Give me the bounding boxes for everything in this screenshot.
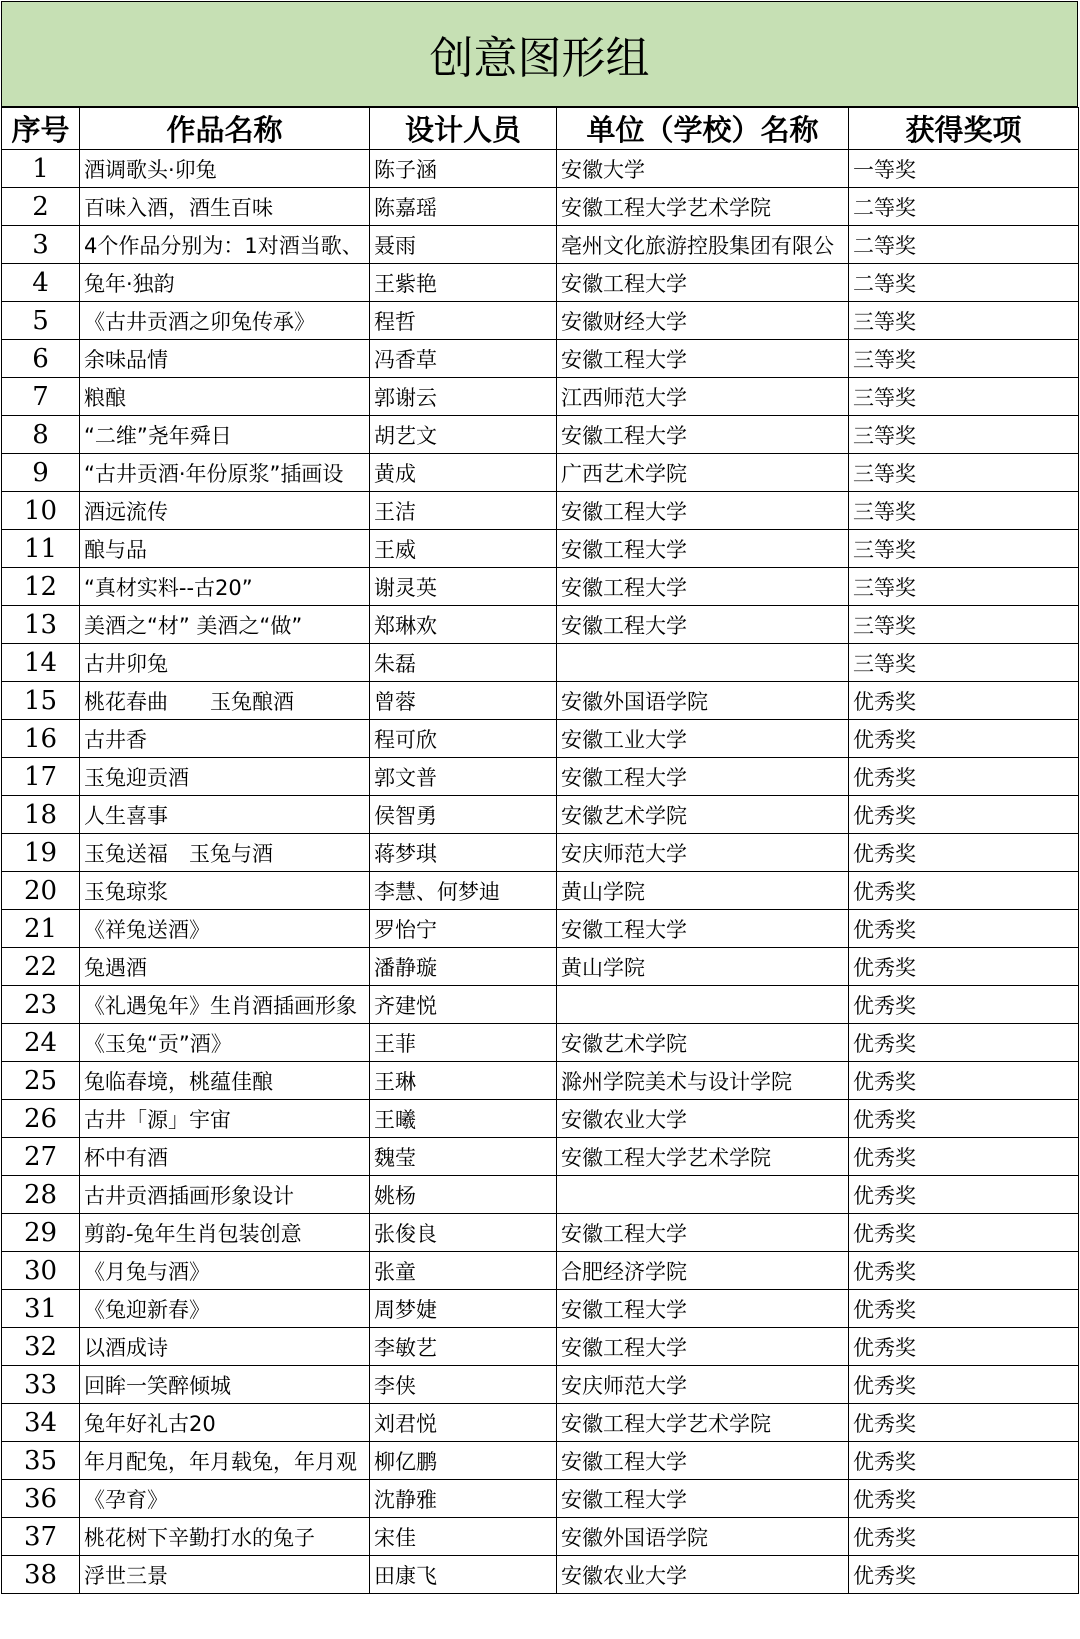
- cell-award[interactable]: 优秀奖: [849, 1328, 1079, 1366]
- cell-designer[interactable]: 冯香草: [370, 340, 557, 378]
- table-row: [2, 1404, 1079, 1442]
- cell-designer[interactable]: 王威: [370, 530, 557, 568]
- cell-work-name[interactable]: 兔遇酒: [80, 948, 370, 986]
- cell-school[interactable]: [557, 1176, 849, 1214]
- cell-school[interactable]: 安徽工程大学艺术学院: [557, 188, 849, 226]
- table-row: [2, 1556, 1079, 1594]
- cell-school[interactable]: 安徽工程大学: [557, 1328, 849, 1366]
- cell-award[interactable]: 优秀奖: [849, 834, 1079, 872]
- cell-designer[interactable]: 陈子涵: [370, 150, 557, 188]
- header-work-name[interactable]: 作品名称: [80, 108, 370, 150]
- cell-work-name[interactable]: “二维”尧年舜日: [80, 416, 370, 454]
- cell-work-name[interactable]: 酒远流传: [80, 492, 370, 530]
- cell-school[interactable]: 安徽工程大学: [557, 1290, 849, 1328]
- table-row: [2, 682, 1079, 720]
- cell-index[interactable]: 26: [2, 1100, 80, 1138]
- cell-designer[interactable]: 程可欣: [370, 720, 557, 758]
- cell-school[interactable]: 安徽外国语学院: [557, 682, 849, 720]
- cell-award[interactable]: 三等奖: [849, 454, 1079, 492]
- cell-school[interactable]: 黄山学院: [557, 872, 849, 910]
- cell-designer[interactable]: 侯智勇: [370, 796, 557, 834]
- header-index[interactable]: 序号: [2, 108, 80, 150]
- cell-index[interactable]: 18: [2, 796, 80, 834]
- cell-work-name[interactable]: 年月配兔，年月载兔，年月观: [80, 1442, 370, 1480]
- cell-index[interactable]: 12: [2, 568, 80, 606]
- cell-designer[interactable]: 聂雨: [370, 226, 557, 264]
- cell-school[interactable]: 安徽工程大学: [557, 1214, 849, 1252]
- cell-designer[interactable]: 沈静雅: [370, 1480, 557, 1518]
- cell-designer[interactable]: 周梦婕: [370, 1290, 557, 1328]
- cell-index[interactable]: 11: [2, 530, 80, 568]
- cell-index[interactable]: 24: [2, 1024, 80, 1062]
- table-row: [2, 1442, 1079, 1480]
- cell-index[interactable]: 17: [2, 758, 80, 796]
- cell-index[interactable]: 20: [2, 872, 80, 910]
- cell-designer[interactable]: 陈嘉瑶: [370, 188, 557, 226]
- cell-index[interactable]: 16: [2, 720, 80, 758]
- cell-award[interactable]: 优秀奖: [849, 1556, 1079, 1594]
- cell-work-name[interactable]: 古井贡酒插画形象设计: [80, 1176, 370, 1214]
- cell-award[interactable]: 二等奖: [849, 226, 1079, 264]
- cell-award[interactable]: 三等奖: [849, 530, 1079, 568]
- cell-school[interactable]: 安庆师范大学: [557, 834, 849, 872]
- cell-school[interactable]: 安徽外国语学院: [557, 1518, 849, 1556]
- cell-award[interactable]: 优秀奖: [849, 1100, 1079, 1138]
- cell-index[interactable]: 7: [2, 378, 80, 416]
- cell-school[interactable]: 安庆师范大学: [557, 1366, 849, 1404]
- cell-award[interactable]: 优秀奖: [849, 1404, 1079, 1442]
- cell-work-name[interactable]: 回眸一笑醉倾城: [80, 1366, 370, 1404]
- cell-index[interactable]: 23: [2, 986, 80, 1024]
- cell-work-name[interactable]: 4个作品分别为：1对酒当歌、: [80, 226, 370, 264]
- cell-school[interactable]: 黄山学院: [557, 948, 849, 986]
- table-row: [2, 910, 1079, 948]
- cell-school[interactable]: 安徽工程大学: [557, 758, 849, 796]
- cell-school[interactable]: 合肥经济学院: [557, 1252, 849, 1290]
- cell-designer[interactable]: 蒋梦琪: [370, 834, 557, 872]
- cell-school[interactable]: 安徽艺术学院: [557, 796, 849, 834]
- cell-award[interactable]: 优秀奖: [849, 758, 1079, 796]
- table-row: [2, 1138, 1079, 1176]
- cell-designer[interactable]: 胡艺文: [370, 416, 557, 454]
- cell-award[interactable]: 优秀奖: [849, 1024, 1079, 1062]
- cell-work-name[interactable]: 《月兔与酒》: [80, 1252, 370, 1290]
- cell-designer[interactable]: 李侠: [370, 1366, 557, 1404]
- cell-school[interactable]: [557, 644, 849, 682]
- cell-school[interactable]: 江西师范大学: [557, 378, 849, 416]
- cell-school[interactable]: 安徽大学: [557, 150, 849, 188]
- cell-designer[interactable]: 谢灵英: [370, 568, 557, 606]
- table-row: [2, 1480, 1079, 1518]
- cell-designer[interactable]: 齐建悦: [370, 986, 557, 1024]
- cell-school[interactable]: 安徽工程大学艺术学院: [557, 1138, 849, 1176]
- table-row: [2, 1518, 1079, 1556]
- cell-index[interactable]: 21: [2, 910, 80, 948]
- cell-award[interactable]: 三等奖: [849, 302, 1079, 340]
- cell-school[interactable]: 安徽工程大学: [557, 568, 849, 606]
- cell-index[interactable]: 15: [2, 682, 80, 720]
- cell-school[interactable]: 安徽工程大学: [557, 530, 849, 568]
- table-row: [2, 834, 1079, 872]
- cell-designer[interactable]: 王洁: [370, 492, 557, 530]
- table-row: [2, 758, 1079, 796]
- cell-designer[interactable]: 柳亿鹏: [370, 1442, 557, 1480]
- cell-work-name[interactable]: 《祥兔送酒》: [80, 910, 370, 948]
- cell-school[interactable]: 安徽工程大学艺术学院: [557, 1404, 849, 1442]
- cell-school[interactable]: 安徽工程大学: [557, 1480, 849, 1518]
- table-row: [2, 188, 1079, 226]
- table-row: [2, 150, 1079, 188]
- cell-school[interactable]: 安徽工程大学: [557, 492, 849, 530]
- cell-designer[interactable]: 曾蓉: [370, 682, 557, 720]
- cell-designer[interactable]: 李敏艺: [370, 1328, 557, 1366]
- cell-award[interactable]: 三等奖: [849, 606, 1079, 644]
- cell-school[interactable]: 安徽工程大学: [557, 1442, 849, 1480]
- cell-work-name[interactable]: 古井卯兔: [80, 644, 370, 682]
- cell-award[interactable]: 优秀奖: [849, 720, 1079, 758]
- cell-work-name[interactable]: 美酒之“材” 美酒之“做”: [80, 606, 370, 644]
- table-row: [2, 302, 1079, 340]
- cell-designer[interactable]: 程哲: [370, 302, 557, 340]
- cell-award[interactable]: 优秀奖: [849, 1442, 1079, 1480]
- cell-school[interactable]: 安徽农业大学: [557, 1556, 849, 1594]
- cell-designer[interactable]: 郭谢云: [370, 378, 557, 416]
- cell-school[interactable]: 安徽工程大学: [557, 340, 849, 378]
- cell-award[interactable]: 三等奖: [849, 644, 1079, 682]
- cell-award[interactable]: 三等奖: [849, 378, 1079, 416]
- cell-designer[interactable]: 朱磊: [370, 644, 557, 682]
- cell-school[interactable]: 安徽工程大学: [557, 910, 849, 948]
- table-row: [2, 1024, 1079, 1062]
- table-row: [2, 264, 1079, 302]
- cell-index[interactable]: 19: [2, 834, 80, 872]
- table-row: [2, 1290, 1079, 1328]
- cell-work-name[interactable]: 酒调歌头·卯兔: [80, 150, 370, 188]
- cell-work-name[interactable]: 《礼遇兔年》生肖酒插画形象: [80, 986, 370, 1024]
- cell-award[interactable]: 优秀奖: [849, 1252, 1079, 1290]
- cell-index[interactable]: 31: [2, 1290, 80, 1328]
- cell-index[interactable]: 30: [2, 1252, 80, 1290]
- cell-index[interactable]: 36: [2, 1480, 80, 1518]
- table-row: [2, 1214, 1079, 1252]
- cell-designer[interactable]: 张俊良: [370, 1214, 557, 1252]
- cell-work-name[interactable]: 兔临春境，桃蕴佳酿: [80, 1062, 370, 1100]
- cell-work-name[interactable]: 玉兔送福 玉兔与酒: [80, 834, 370, 872]
- table-row: [2, 1100, 1079, 1138]
- cell-index[interactable]: 35: [2, 1442, 80, 1480]
- cell-work-name[interactable]: 玉兔琼浆: [80, 872, 370, 910]
- cell-designer[interactable]: 郭文普: [370, 758, 557, 796]
- table-row: [2, 606, 1079, 644]
- table-row: [2, 568, 1079, 606]
- cell-index[interactable]: 5: [2, 302, 80, 340]
- cell-award[interactable]: 优秀奖: [849, 1138, 1079, 1176]
- header-designer[interactable]: 设计人员: [370, 108, 557, 150]
- table-row: [2, 1366, 1079, 1404]
- header-school[interactable]: 单位（学校）名称: [557, 108, 849, 150]
- cell-work-name[interactable]: 粮酿: [80, 378, 370, 416]
- cell-award[interactable]: 优秀奖: [849, 872, 1079, 910]
- header-award[interactable]: 获得奖项: [849, 108, 1079, 150]
- cell-work-name[interactable]: 剪韵-兔年生肖包装创意: [80, 1214, 370, 1252]
- cell-index[interactable]: 14: [2, 644, 80, 682]
- cell-work-name[interactable]: 《古井贡酒之卯兔传承》: [80, 302, 370, 340]
- cell-award[interactable]: 优秀奖: [849, 682, 1079, 720]
- cell-index[interactable]: 2: [2, 188, 80, 226]
- table-row: [2, 1252, 1079, 1290]
- cell-work-name[interactable]: 杯中有酒: [80, 1138, 370, 1176]
- sheet-title: 创意图形组: [1, 1, 1078, 107]
- cell-work-name[interactable]: 古井香: [80, 720, 370, 758]
- cell-index[interactable]: 38: [2, 1556, 80, 1594]
- table-row: [2, 796, 1079, 834]
- table-row: [2, 340, 1079, 378]
- table-row: [2, 378, 1079, 416]
- cell-award[interactable]: 二等奖: [849, 188, 1079, 226]
- cell-award[interactable]: 优秀奖: [849, 1290, 1079, 1328]
- cell-school[interactable]: 广西艺术学院: [557, 454, 849, 492]
- cell-award[interactable]: 优秀奖: [849, 948, 1079, 986]
- cell-index[interactable]: 13: [2, 606, 80, 644]
- cell-index[interactable]: 6: [2, 340, 80, 378]
- cell-award[interactable]: 优秀奖: [849, 1518, 1079, 1556]
- cell-award[interactable]: 优秀奖: [849, 986, 1079, 1024]
- cell-work-name[interactable]: 桃花春曲 玉兔酿酒: [80, 682, 370, 720]
- table-row: [2, 492, 1079, 530]
- cell-designer[interactable]: 黄成: [370, 454, 557, 492]
- cell-designer[interactable]: 郑琳欢: [370, 606, 557, 644]
- cell-index[interactable]: 29: [2, 1214, 80, 1252]
- cell-index[interactable]: 22: [2, 948, 80, 986]
- cell-designer[interactable]: 魏莹: [370, 1138, 557, 1176]
- cell-index[interactable]: 9: [2, 454, 80, 492]
- table-row: [2, 226, 1079, 264]
- table-row: [2, 416, 1079, 454]
- cell-work-name[interactable]: 《兔迎新春》: [80, 1290, 370, 1328]
- cell-award[interactable]: 优秀奖: [849, 1480, 1079, 1518]
- cell-designer[interactable]: 潘静璇: [370, 948, 557, 986]
- cell-work-name[interactable]: 浮世三景: [80, 1556, 370, 1594]
- cell-index[interactable]: 33: [2, 1366, 80, 1404]
- cell-index[interactable]: 28: [2, 1176, 80, 1214]
- cell-work-name[interactable]: 桃花树下辛勤打水的兔子: [80, 1518, 370, 1556]
- cell-index[interactable]: 34: [2, 1404, 80, 1442]
- cell-work-name[interactable]: “真材实料--古20”: [80, 568, 370, 606]
- cell-work-name[interactable]: 酿与品: [80, 530, 370, 568]
- cell-award[interactable]: 二等奖: [849, 264, 1079, 302]
- cell-index[interactable]: 8: [2, 416, 80, 454]
- cell-work-name[interactable]: 以酒成诗: [80, 1328, 370, 1366]
- cell-designer[interactable]: 刘君悦: [370, 1404, 557, 1442]
- table-row: [2, 720, 1079, 758]
- table-row: [2, 644, 1079, 682]
- cell-designer[interactable]: 王紫艳: [370, 264, 557, 302]
- table-row: [2, 1328, 1079, 1366]
- cell-designer[interactable]: 田康飞: [370, 1556, 557, 1594]
- cell-work-name[interactable]: 兔年·独韵: [80, 264, 370, 302]
- cell-index[interactable]: 32: [2, 1328, 80, 1366]
- cell-award[interactable]: 优秀奖: [849, 1214, 1079, 1252]
- cell-school[interactable]: 安徽艺术学院: [557, 1024, 849, 1062]
- cell-school[interactable]: 安徽工程大学: [557, 264, 849, 302]
- header-row: [2, 108, 1079, 150]
- cell-work-name[interactable]: 余味品情: [80, 340, 370, 378]
- cell-work-name[interactable]: 玉兔迎贡酒: [80, 758, 370, 796]
- cell-designer[interactable]: 罗怡宁: [370, 910, 557, 948]
- table-row: [2, 872, 1079, 910]
- table-row: [2, 1176, 1079, 1214]
- cell-award[interactable]: 优秀奖: [849, 1176, 1079, 1214]
- cell-school[interactable]: 亳州文化旅游控股集团有限公: [557, 226, 849, 264]
- cell-school[interactable]: [557, 986, 849, 1024]
- table-row: [2, 1062, 1079, 1100]
- cell-work-name[interactable]: “古井贡酒·年份原浆”插画设: [80, 454, 370, 492]
- cell-work-name[interactable]: 古井「源」宇宙: [80, 1100, 370, 1138]
- cell-award[interactable]: 优秀奖: [849, 910, 1079, 948]
- cell-index[interactable]: 27: [2, 1138, 80, 1176]
- cell-school[interactable]: 安徽工程大学: [557, 606, 849, 644]
- table-row: [2, 530, 1079, 568]
- table-row: [2, 454, 1079, 492]
- cell-designer[interactable]: 王曦: [370, 1100, 557, 1138]
- cell-award[interactable]: 三等奖: [849, 416, 1079, 454]
- cell-school[interactable]: 安徽工程大学: [557, 416, 849, 454]
- cell-work-name[interactable]: 《玉兔“贡”酒》: [80, 1024, 370, 1062]
- cell-index[interactable]: 3: [2, 226, 80, 264]
- cell-designer[interactable]: 王菲: [370, 1024, 557, 1062]
- table-row: [2, 948, 1079, 986]
- cell-work-name[interactable]: 兔年好礼古20: [80, 1404, 370, 1442]
- cell-designer[interactable]: 姚杨: [370, 1176, 557, 1214]
- cell-index[interactable]: 10: [2, 492, 80, 530]
- cell-work-name[interactable]: 人生喜事: [80, 796, 370, 834]
- cell-school[interactable]: 安徽工业大学: [557, 720, 849, 758]
- cell-designer[interactable]: 王琳: [370, 1062, 557, 1100]
- awards-table: [1, 107, 1079, 1594]
- cell-award[interactable]: 优秀奖: [849, 796, 1079, 834]
- cell-award[interactable]: 优秀奖: [849, 1062, 1079, 1100]
- table-row: [2, 986, 1079, 1024]
- cell-award[interactable]: 优秀奖: [849, 1366, 1079, 1404]
- cell-designer[interactable]: 李慧、何梦迪: [370, 872, 557, 910]
- cell-award[interactable]: 一等奖: [849, 150, 1079, 188]
- cell-index[interactable]: 37: [2, 1518, 80, 1556]
- cell-designer[interactable]: 宋佳: [370, 1518, 557, 1556]
- cell-award[interactable]: 三等奖: [849, 492, 1079, 530]
- cell-index[interactable]: 1: [2, 150, 80, 188]
- cell-work-name[interactable]: 《孕育》: [80, 1480, 370, 1518]
- cell-award[interactable]: 三等奖: [849, 568, 1079, 606]
- cell-designer[interactable]: 张童: [370, 1252, 557, 1290]
- cell-school[interactable]: 安徽财经大学: [557, 302, 849, 340]
- cell-index[interactable]: 25: [2, 1062, 80, 1100]
- cell-index[interactable]: 4: [2, 264, 80, 302]
- cell-school[interactable]: 滁州学院美术与设计学院: [557, 1062, 849, 1100]
- cell-award[interactable]: 三等奖: [849, 340, 1079, 378]
- cell-school[interactable]: 安徽农业大学: [557, 1100, 849, 1138]
- cell-work-name[interactable]: 百味入酒，酒生百味: [80, 188, 370, 226]
